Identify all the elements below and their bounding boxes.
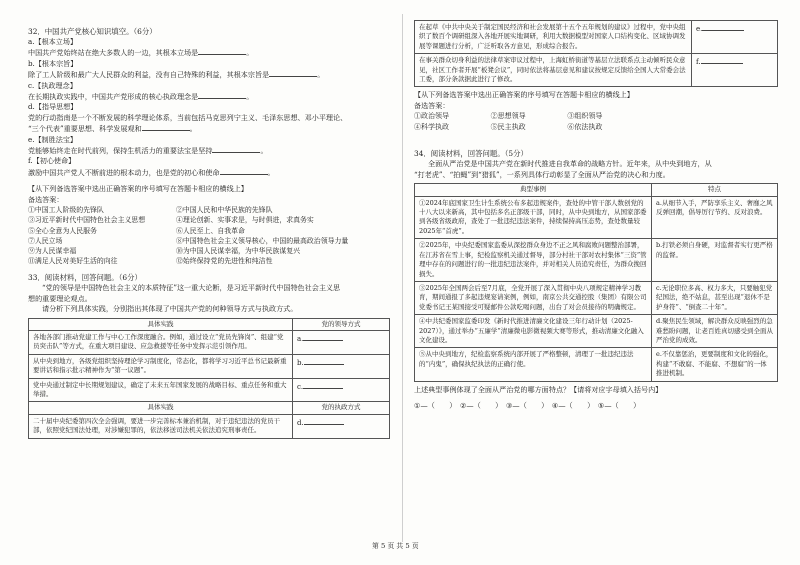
case-cell: ①2024年底国家卫生计生系统公布多起违规案件，查处的中管干部人数创党的十八大以来新高，其中包括多名正部级干部，同时，从中央到地方，从国家部委到各级省级政府，查处了一批违纪违法案件，持续保持高压态势，查处数量较2025年“首虎”。 bbox=[415, 196, 652, 239]
right-column bbox=[414, 20, 778, 411]
q32-f-head: f.【初心使命】 bbox=[28, 156, 76, 166]
option: ④科学执政 bbox=[414, 122, 449, 131]
blank-f[interactable] bbox=[220, 167, 268, 175]
blank-a[interactable] bbox=[198, 47, 246, 55]
q32-option: ④理论创新、实事求是，与时俱进，求真务实 bbox=[176, 216, 314, 225]
q32-e-text: 党能够始终走在时代前列，保持生机活力的重要法宝是坚持 。 bbox=[28, 146, 268, 156]
q32-c-head: c.【执政理念】 bbox=[28, 80, 77, 90]
q32-options bbox=[28, 205, 390, 266]
q33-intro-2: 想的重要理论观点。 bbox=[28, 293, 92, 303]
q33-title: 33．阅读材料，回答问题。（6分） bbox=[28, 273, 142, 283]
col-case-header: 典型事例 bbox=[415, 184, 652, 196]
answer-cell[interactable]: d. bbox=[293, 414, 390, 438]
q32-options-label: 备选答案： bbox=[28, 194, 64, 204]
practice-cell: 二十届中央纪委第四次全会强调，要进一步完善标本兼治机制，对于违纪违法的党员干部，依照党纪国法处理，对涉嫌犯罪的，依法移送司法机关依法追究刑事责任。 bbox=[29, 414, 293, 438]
col-feature-header: 特点 bbox=[652, 184, 778, 196]
page-footer: 第 5 页 共 5 页 bbox=[372, 542, 419, 550]
right-options bbox=[414, 111, 644, 132]
table-row bbox=[29, 354, 390, 378]
right-instruction: 【从下列备选答案中选出正确答案的序号填写在答题卡相应的横线上】 bbox=[414, 90, 634, 100]
practice-cell: 在起草《中共中央关于制定国民经济和社会发展第十五个五年规划的建议》过程中，党中央组织了数百个调研组深入各地开展实地调研，利用大数据模型对国家人口结构变化、区域协调发展等课题进行分析，广泛听取各方意见，形成综合报告。 bbox=[415, 21, 692, 54]
q32-title: 32．中国共产党核心知识填空。（6分） bbox=[28, 27, 157, 36]
blank-d[interactable] bbox=[142, 123, 190, 131]
q33-table-rule bbox=[414, 20, 778, 87]
q32-option: ⑨为人民谋幸福 bbox=[28, 246, 77, 255]
q34-title: 34．阅读材料，回答问题。（5分） bbox=[414, 149, 528, 159]
col-rule-header: 党的执政方式 bbox=[293, 402, 390, 414]
q32-a-head: a.【根本立场】 bbox=[28, 37, 78, 46]
q32-instruction: 【从下列备选答案中选出正确答案的序号填写在答题卡相应的横线上】 bbox=[28, 184, 248, 194]
q34-intro-2: “打老虎”、“拍蝇”到“猎狐”，一系列具体行动彰显了全面从严治党的决心和力度。 bbox=[414, 169, 670, 179]
q34-question: 上述典型事例体现了全面从严治党的哪方面特点？【请将对应字母填入括号内】 bbox=[414, 384, 663, 394]
q32-d-text: 党的行动指南是一个不断发展的科学理论体系，当前包括马克思列宁主义、毛泽东思想、邓小平理论、 bbox=[28, 112, 348, 122]
q32-e-head: e.【制胜法宝】 bbox=[28, 134, 78, 144]
table-row bbox=[415, 54, 778, 87]
blank-c[interactable] bbox=[198, 91, 246, 99]
q32-option: ②中国人民和中华民族的先锋队 bbox=[176, 206, 273, 215]
blank-e[interactable] bbox=[212, 145, 260, 153]
option: ①政治领导 bbox=[414, 112, 449, 121]
practice-cell: 各地各部门推动党建工作与中心工作深度融合。例如，通过设立“党员先锋岗”、组建“党员突击队”等方式，在重大项目建设、应急救援等任务中发挥示范引领作用。 bbox=[29, 330, 293, 354]
q32-option: ①中国工人阶级的先锋队 bbox=[28, 206, 104, 215]
right-options-label: 备选答案： bbox=[414, 100, 450, 110]
q32-b-head: b.【根本宗旨】 bbox=[28, 58, 78, 68]
q34-answer-line[interactable]: ①—（ ） ②—（ ） ③—（ ） ④—（ ） ⑤—（ ） bbox=[414, 400, 641, 410]
q34-intro-1: 全面从严治党是中国共产党在新时代推进自我革命的战略方针。近年来，从中央到地方，从 bbox=[428, 159, 712, 169]
col-lead-header: 党的领导方式 bbox=[293, 318, 390, 330]
q32-d-text2: “三个代表”重要思想、科学发展观和 。 bbox=[28, 124, 197, 134]
practice-cell: 党中央通过制定中长期规划建议，确定了未来五年国家发展的战略目标、重点任务和重大举措。 bbox=[29, 378, 293, 402]
q32-option: ③习近平新时代中国特色社会主义思想 bbox=[28, 216, 146, 225]
q33-task: 请分析下列具体实践，分别指出其体现了中国共产党的何种领导方式与执政方式。 bbox=[42, 304, 298, 314]
option: ③组织领导 bbox=[567, 112, 603, 121]
answer-cell[interactable]: a. bbox=[293, 330, 390, 354]
q32-option: ⑪满足人民对美好生活的向往 bbox=[28, 257, 118, 266]
practice-cell: 在事关群众切身利益的法律草案审议过程中，上海虹桥街道等基层立法联系点主动倾听民众意见，社区工作者开展“板凳会议”，同时依法将基层意见和建议按规定反馈给全国人大常委会法工委，部分条款据此进行了修改。 bbox=[415, 54, 692, 87]
case-cell: ②2025年，中央纪委国家监委从深挖群众身边不正之风和腐败问题整治部署，在江苏省在雪上事，纪检监察机关通过督导，部分村社干部对农村集体“三资”管理中存在的问题进行的一批违纪违法案件，并对相关人员追究责任，为群众挽回损失。 bbox=[415, 239, 652, 282]
answer-cell[interactable]: f. bbox=[692, 54, 778, 87]
case-cell: ⑤从中央到地方，纪检监察系统内部开展了严格整顿，清理了一批违纪违法的“内鬼”，确保执纪执法的正确行使。 bbox=[415, 348, 652, 381]
col-practice-header: 具体实践 bbox=[29, 318, 293, 330]
q32-option: ⑥人民至上、自我革命 bbox=[176, 226, 245, 235]
option: ⑥依法执政 bbox=[567, 122, 603, 131]
q32-d-head: d.【指导思想】 bbox=[28, 102, 78, 112]
q32-a-text: 中国共产党始终站在绝大多数人的一边，其根本立场是 。 bbox=[28, 48, 254, 58]
table-row bbox=[415, 21, 778, 54]
q34-table bbox=[414, 183, 778, 381]
feature-cell: c.无论职位多高、权力多大，只要触犯党纪国法，绝不姑息，甚至出现“退休不是护身符”、“倒查二十年”。 bbox=[652, 281, 778, 314]
table-row bbox=[415, 239, 778, 282]
q32-option: ⑫始终保持党的先进性和纯洁性 bbox=[176, 257, 273, 266]
option: ②思想领导 bbox=[490, 112, 526, 121]
table-row bbox=[29, 378, 390, 402]
q33-intro-1: “党的领导是中国特色社会主义的本质特征”这一重大论断，是习近平新时代中国特色社会主义思 bbox=[42, 283, 341, 293]
practice-cell: 从中央到地方，各级党组织坚持理论学习制度化，常态化，都将学习习近平总书记最新重要讲话和指示批示精神作为“第一议题”。 bbox=[29, 354, 293, 378]
table-row bbox=[29, 330, 390, 354]
option: ⑤民主执政 bbox=[490, 122, 526, 131]
answer-cell[interactable]: c. bbox=[293, 378, 390, 402]
q32-option: ⑦人民立场 bbox=[28, 236, 63, 245]
q32-option: ⑤全心全意为人民服务 bbox=[28, 226, 97, 235]
feature-cell: b.打铁必须自身硬，对监督者实行更严格的监督。 bbox=[652, 239, 778, 282]
feature-cell: d.聚焦民生领域，解决群众反映强烈的急难愁盼问题，让老百姓真切感受到全面从严治党的成效。 bbox=[652, 315, 778, 348]
q33-table-lead bbox=[28, 318, 390, 439]
blank-b[interactable] bbox=[269, 69, 317, 77]
table-row bbox=[415, 348, 778, 381]
table-row bbox=[415, 315, 778, 348]
q32-c-text: 在长期执政实践中，中国共产党形成的核心执政理念是 。 bbox=[28, 92, 254, 102]
case-cell: ④中共纪委国家监委印发《新时代推进清廉文化建设三年行动计划（2025-2027）》，通过举办“五廉学”清廉微电影微视频大赛等形式，推动清廉文化融入文化建设。 bbox=[415, 315, 652, 348]
table-row bbox=[415, 196, 778, 239]
q32-option: ⑧中国特色社会主义领导核心，中国的最高政治领导力量 bbox=[176, 236, 349, 245]
q32-f-text: 激励中国共产党人不断前进的根本动力，也是党的初心和使命 。 bbox=[28, 167, 275, 177]
column-divider bbox=[402, 14, 403, 542]
feature-cell: e.不仅靠惩治，更要制度和文化的强化，构建“不敢腐、不能腐、不想腐”的一体推进机制。 bbox=[652, 348, 778, 381]
q32-option: ⑩为中国人民谋幸福，为中华民族谋复兴 bbox=[176, 246, 301, 255]
case-cell: ③2025年全国两会后至7月底，全党开展了深入贯彻中央八项规定精神学习教育，期间通报了多起违规宴请案例，例如，南京公共交通控股（集团）有限公司党委书记王某国接受可疑邮件公款吃喝问题，出台了对会员接待的明确规定。 bbox=[415, 281, 652, 314]
col-practice-header-2: 具体实践 bbox=[29, 402, 293, 414]
table-row bbox=[29, 414, 390, 438]
q32-b-text: 除了工人阶级和最广大人民群众的利益，没有自己特殊的利益，其根本宗旨是 。 bbox=[28, 70, 325, 80]
answer-cell[interactable]: b. bbox=[293, 354, 390, 378]
answer-cell[interactable]: e. bbox=[692, 21, 778, 54]
feature-cell: a.从细节入手，严防享乐主义、奢靡之风反弹回潮，倡导厉行节约、反对浪费。 bbox=[652, 196, 778, 239]
table-row bbox=[415, 281, 778, 314]
left-column bbox=[28, 26, 390, 439]
